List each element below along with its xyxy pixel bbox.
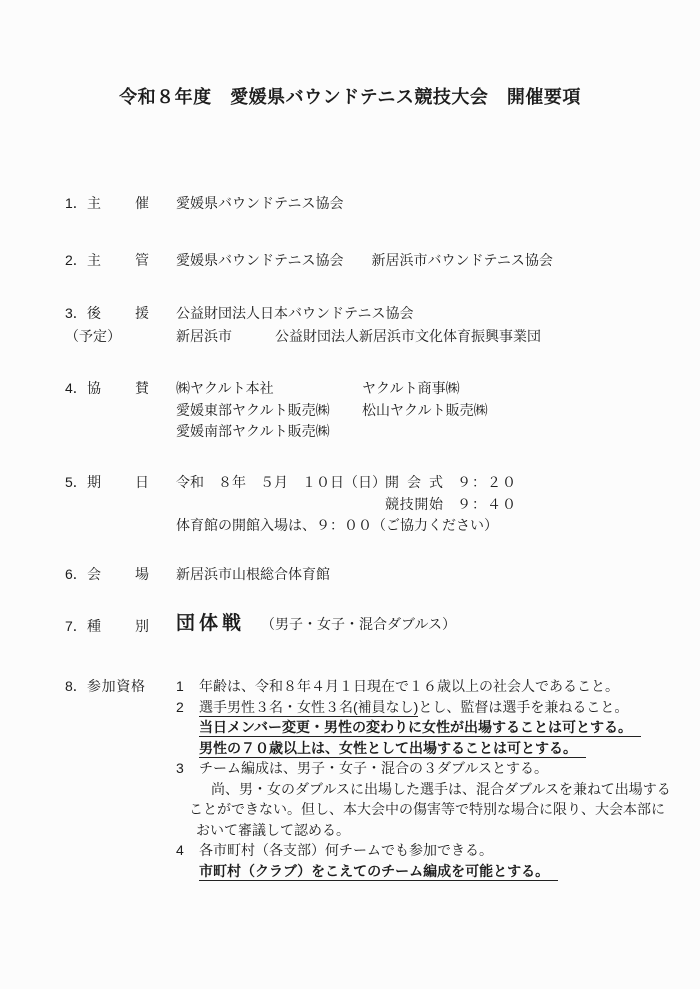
clause-line	[199, 861, 671, 882]
management-values	[176, 250, 553, 272]
section-label-text: 主催	[87, 195, 149, 211]
schedule-row	[385, 494, 517, 516]
section-label	[65, 193, 176, 215]
item-number: 3	[176, 760, 184, 776]
organizer-value: 愛媛県バウンドテニス協会	[176, 195, 344, 211]
item-text	[199, 676, 671, 697]
support-org-3: 公益財団法人新居浜市文化体育振興事業団	[275, 328, 541, 344]
management-org-1: 愛媛県バウンドテニス協会	[176, 252, 344, 268]
venue-value: 新居浜市山根総合体育館	[176, 566, 330, 582]
schedule-event-name: 開会式	[385, 474, 443, 490]
item-text	[189, 758, 671, 840]
section-label	[65, 564, 176, 586]
eligibility-item-3	[176, 758, 671, 840]
section-management	[65, 250, 553, 272]
section-label	[65, 472, 176, 494]
section-label-text: 会場	[87, 566, 149, 582]
section-label-text: 主管	[87, 252, 149, 268]
sponsor: ㈱ヤクルト本社	[176, 380, 274, 396]
clause-line: 尚、男・女のダブルスに出場した選手は、混合ダブルスを兼ねて出場する	[211, 780, 671, 797]
date-content	[176, 472, 517, 537]
bold-underlined-text: 当日メンバー変更・男性の変わりに女性が出場することは可とする。	[199, 719, 641, 737]
section-number: 5．	[65, 474, 87, 490]
section-label-text: 参加資格	[87, 678, 145, 694]
section-date	[65, 472, 517, 537]
section-sublabel: （予定）	[65, 328, 121, 344]
section-number: 2．	[65, 252, 87, 268]
section-venue	[65, 564, 330, 586]
schedule-event-time: ９：２０	[457, 474, 517, 490]
sponsor: 愛媛南部ヤクルト販売㈱	[176, 423, 330, 439]
eligibility-item-2	[176, 697, 671, 759]
category-value	[176, 613, 456, 636]
schedule-event-name: 競技開始	[385, 495, 443, 512]
section-label	[65, 302, 176, 348]
item-number: 4	[176, 842, 184, 858]
section-sponsors	[65, 378, 488, 443]
entry-note: 体育館の開館入場は、９：００（ご協力ください）	[176, 517, 498, 533]
event-date: 令和 ８年 ５月 １０日（日）	[176, 474, 386, 490]
section-label-text: 種別	[87, 618, 149, 634]
section-label	[65, 676, 176, 697]
item-text	[199, 697, 671, 759]
sponsor-column-1	[176, 378, 362, 443]
eligibility-list	[176, 676, 671, 881]
section-number: 8．	[65, 678, 87, 694]
sponsor-columns	[176, 378, 488, 443]
section-number: 3．	[65, 305, 87, 321]
section-label-text: 後援	[87, 305, 149, 321]
date-row	[176, 472, 517, 515]
sponsor: 愛媛東部ヤクルト販売㈱	[176, 401, 330, 418]
schedule-event-time: ９：４０	[457, 495, 517, 512]
section-support	[65, 302, 541, 348]
clause-line	[199, 738, 671, 759]
management-org-2: 新居浜市バウンドテニス協会	[371, 252, 553, 268]
section-number: 1．	[65, 195, 87, 211]
clause-text: とし、監督は選手を兼ねること。	[418, 698, 629, 715]
section-label	[65, 378, 176, 400]
section-organizer	[65, 193, 343, 215]
section-label	[65, 613, 176, 638]
clause-line: ことができない。但し、本大会中の傷害等で特別な場合に限り、大会本部に	[189, 801, 665, 817]
support-line-2	[176, 325, 541, 348]
clause-line: 年齢は、令和８年４月１日現在で１６歳以上の社会人であること。	[199, 678, 619, 694]
eligibility-item-4	[176, 840, 671, 881]
clause-line: チーム編成は、男子・女子・混合の３ダブルスとする。	[199, 760, 549, 776]
sponsor: 松山ヤクルト販売㈱	[362, 401, 488, 418]
section-label	[65, 250, 176, 272]
clause-line: 各市町村（各支部）何チームでも参加できる。	[199, 842, 493, 858]
category-type: 団体戦	[176, 613, 246, 634]
support-org-2: 新居浜市	[176, 328, 232, 344]
support-org-1: 公益財団法人日本バウンドテニス協会	[176, 305, 414, 321]
section-label-text: 期日	[87, 474, 149, 490]
sponsor-column-2	[362, 378, 488, 443]
section-number: 4．	[65, 380, 87, 396]
section-number: 7．	[65, 618, 87, 634]
item-number: 2	[176, 698, 184, 715]
bold-underlined-text: 男性の７０歳以上は、女性として出場することは可とする。	[199, 740, 586, 758]
underlined-text: 選手男性３名・女性３名(補員なし)	[199, 698, 419, 715]
clause-line	[199, 697, 671, 718]
clause-line	[199, 717, 671, 738]
section-label-line	[65, 302, 176, 325]
section-number: 6．	[65, 566, 87, 582]
item-number: 1	[176, 678, 184, 694]
eligibility-item-1	[176, 676, 671, 697]
schedule-times	[385, 472, 517, 515]
document-title: 令和８年度 愛媛県バウンドテニス競技大会 開催要項	[119, 87, 581, 107]
item-text	[199, 840, 671, 881]
category-detail: （男子・女子・混合ダブルス）	[261, 616, 457, 632]
section-eligibility	[65, 676, 671, 881]
schedule-row	[385, 472, 517, 494]
bold-underlined-text: 市町村（クラブ）をこえてのチーム編成を可能とする。	[199, 863, 558, 881]
clause-line: おいて審議して認める。	[196, 821, 350, 838]
support-values	[176, 302, 541, 348]
section-category	[65, 613, 456, 638]
sponsor: ヤクルト商事㈱	[362, 380, 460, 396]
section-label-text: 協賛	[87, 380, 149, 396]
